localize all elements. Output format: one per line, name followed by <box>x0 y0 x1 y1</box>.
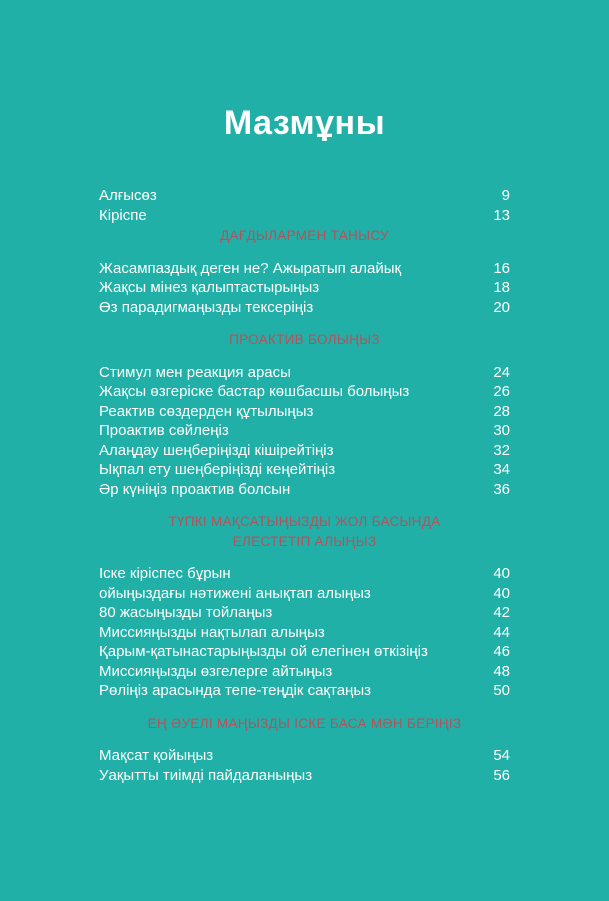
toc-entry-title: Әр күніңіз проактив болсын <box>99 480 291 498</box>
toc-entry-page: 26 <box>493 383 510 400</box>
toc-entry-title: Жақсы өзгеріске бастар көшбасшы болыңыз <box>99 383 410 400</box>
toc-entry[interactable] <box>99 584 510 604</box>
toc-entry-page: 46 <box>493 643 510 660</box>
toc-entry[interactable] <box>99 564 510 584</box>
toc-entry-page: 18 <box>493 279 510 296</box>
toc-entry-title: Өз парадигмаңызды тексеріңіз <box>99 298 314 316</box>
toc-entry-title: 80 жасыңызды тойлаңыз <box>99 604 273 621</box>
toc-entry-page: 34 <box>493 461 510 478</box>
toc-entry-page: 24 <box>493 363 510 381</box>
toc-entry[interactable] <box>99 402 510 422</box>
section-heading: ДАҒДЫЛАРМЕН ТАНЫСУ <box>220 228 389 243</box>
toc-entry-title: Рөліңіз арасында тепе-теңдік сақтаңыз <box>99 682 371 699</box>
toc-entry-title: Реактив сөздерден құтылыңыз <box>99 402 314 420</box>
toc-entry[interactable] <box>99 441 510 461</box>
toc-entry[interactable] <box>99 662 510 682</box>
toc-entry-page: 40 <box>493 584 510 602</box>
toc-entry[interactable] <box>99 259 510 279</box>
toc-entry[interactable] <box>99 603 510 623</box>
toc-entry[interactable] <box>99 421 510 441</box>
toc-entry-page: 9 <box>501 187 510 204</box>
toc-entry-title: Уақытты тиімді пайдаланыңыз <box>99 766 313 784</box>
section-heading: ПРОАКТИВ БОЛЫҢЫЗ <box>229 332 380 347</box>
toc-entry[interactable] <box>99 460 510 480</box>
toc-entry[interactable] <box>99 746 510 766</box>
toc-entry[interactable] <box>99 766 510 786</box>
toc-entry-title: Іске кіріспес бұрын <box>99 565 231 582</box>
toc-entry-page: 54 <box>493 747 510 764</box>
toc-entry-page: 44 <box>493 623 510 641</box>
toc-entry-title: Стимул мен реакция арасы <box>99 363 291 381</box>
toc-entry-title: Ықпал ету шеңберіңізді кеңейтіңіз <box>99 461 336 478</box>
section-heading: ТҮПКІ МАҚСАТЫҢЫЗДЫ ЖОЛ БАСЫНДА <box>168 514 441 529</box>
page-title: Мазмұны <box>223 104 386 142</box>
toc-entry[interactable] <box>99 480 510 500</box>
toc-entry[interactable] <box>99 363 510 383</box>
toc-entry-page: 36 <box>493 480 510 498</box>
toc-entry-title: Миссияңызды нақтылап алыңыз <box>99 623 325 641</box>
toc-entry-page: 56 <box>493 766 510 784</box>
toc-entry-title: Жақсы мінез қалыптастырыңыз <box>99 279 320 296</box>
toc-entry-page: 30 <box>493 422 510 439</box>
toc-entry-title: ойыңыздағы нәтижені анықтап алыңыз <box>99 584 371 602</box>
section-heading-line-2: ЕЛЕСТЕТІП АЛЫҢЫЗ <box>232 533 377 549</box>
toc-entry-title: Кіріспе <box>99 206 147 224</box>
toc-entry-title: Миссияңызды өзгелерге айтыңыз <box>99 662 333 680</box>
toc-entry-title: Жасампаздық деген не? Ажыратып алайық <box>99 259 402 277</box>
toc-entry-page: 20 <box>493 298 510 316</box>
toc-entry-page: 48 <box>493 662 510 680</box>
toc-entry-title: Проактив сөйлеңіз <box>99 422 229 439</box>
toc-entry[interactable] <box>99 642 510 662</box>
toc-entry-page: 40 <box>493 565 510 582</box>
toc-entry-page: 16 <box>493 259 510 277</box>
toc-entry[interactable] <box>99 206 510 226</box>
toc-entry[interactable] <box>99 298 510 318</box>
toc-entry[interactable] <box>99 278 510 298</box>
toc-entry-title: Мақсат қойыңыз <box>99 747 214 764</box>
toc-entry-page: 42 <box>493 604 510 621</box>
toc-entry-title: Алғысөз <box>99 187 157 204</box>
toc-entry-page: 32 <box>493 441 510 459</box>
toc-entry[interactable] <box>99 186 510 206</box>
section-heading: ЕҢ ӘУЕЛІ МАҢЫЗДЫ ІСКЕ БАСА МӘН БЕРІҢІЗ <box>147 715 462 731</box>
table-of-contents <box>99 186 510 785</box>
toc-entry-page: 50 <box>493 682 510 699</box>
toc-entry-title: Қарым-қатынастарыңызды ой елегінен өткізіңіз <box>99 643 428 660</box>
toc-entry-title: Алаңдау шеңберіңізді кішірейтіңіз <box>99 441 334 459</box>
toc-entry[interactable] <box>99 681 510 701</box>
toc-entry-page: 13 <box>493 206 510 224</box>
toc-entry[interactable] <box>99 382 510 402</box>
toc-entry-page: 28 <box>493 402 510 420</box>
toc-entry[interactable] <box>99 623 510 643</box>
